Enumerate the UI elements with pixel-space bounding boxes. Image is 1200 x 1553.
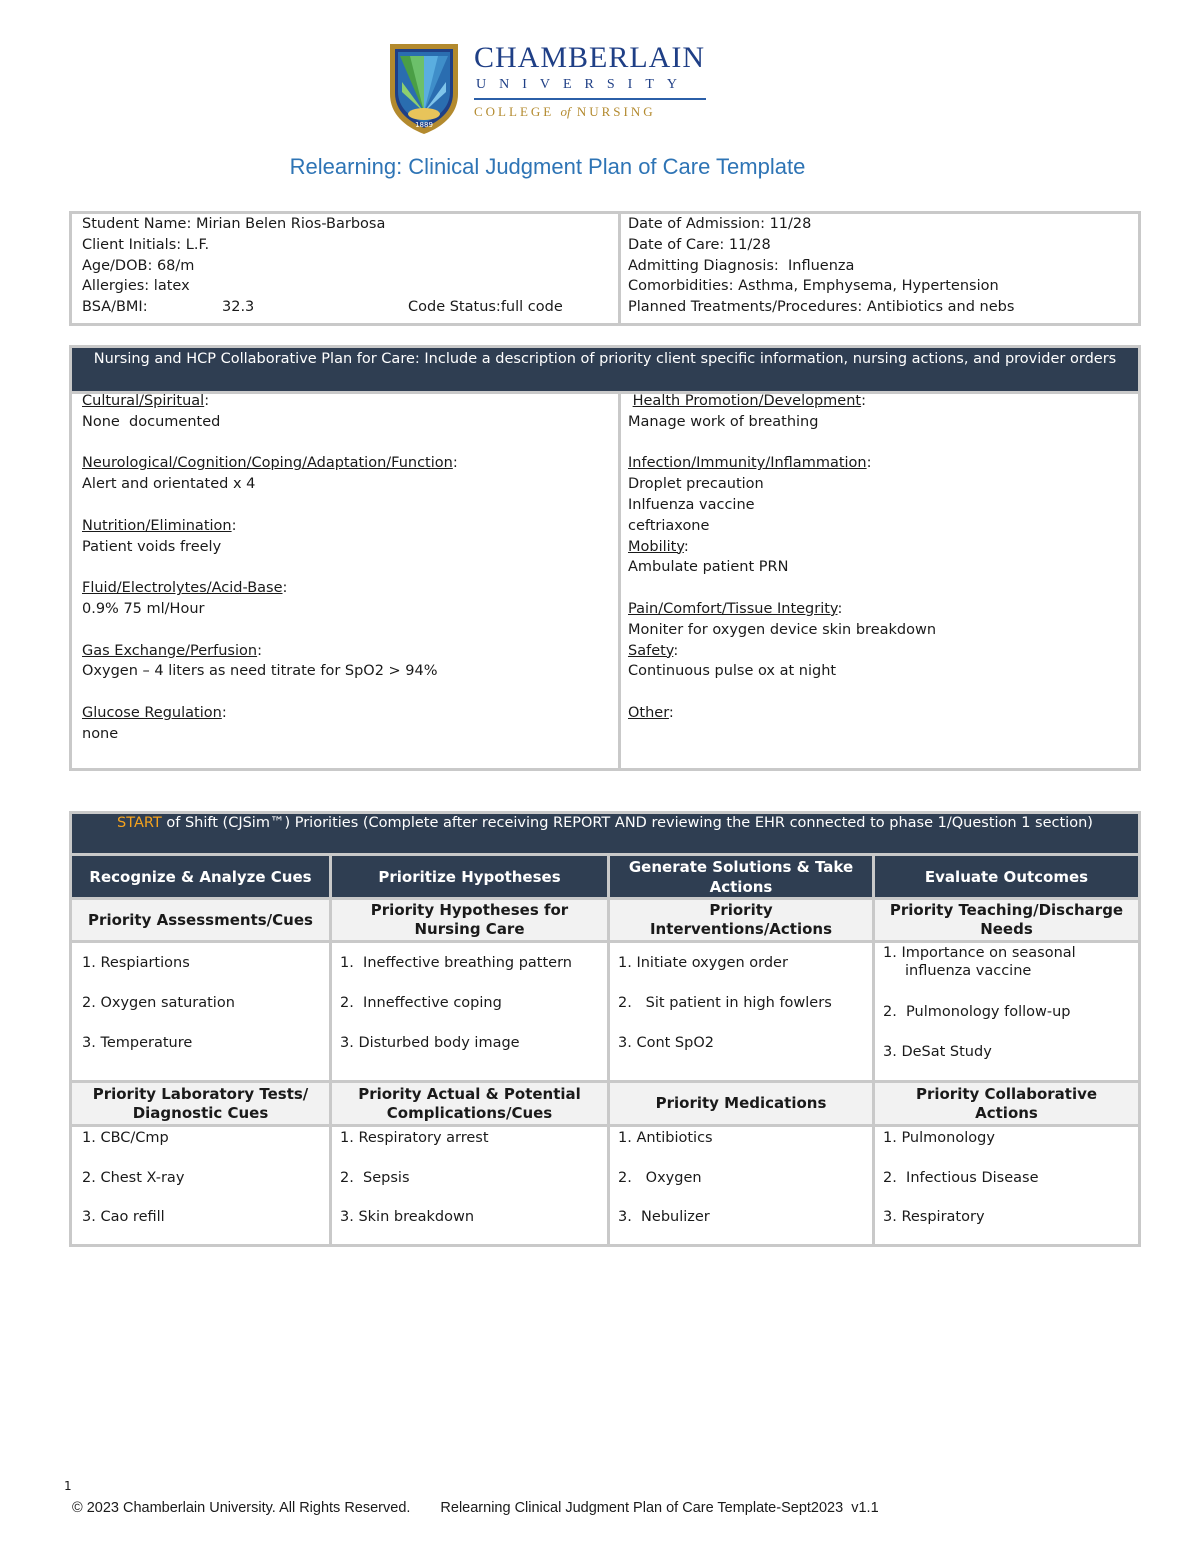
logo-name: CHAMBERLAIN [474,41,706,74]
list-item: 2. Sepsis [340,1170,410,1186]
list-item: 3. DeSat Study [883,1044,992,1060]
mobility-value: Ambulate patient PRN [628,559,789,576]
date-of-care: Date of Care: 11/28 [628,236,771,253]
list-item: 1. CBC/Cmp [82,1130,169,1146]
shift-priorities-table [69,811,1141,1247]
admitting-diagnosis: Admitting Diagnosis: Influenza [628,257,855,274]
list-item: 1. Respiartions [82,955,190,971]
patient-info-box [69,211,1141,326]
subheader-assessments: Priority Assessments/Cues [72,900,329,940]
code-status: Code Status:full code [408,299,563,316]
neurological-section: Neurological/Cognition/Coping/Adaptation/Function: [82,455,458,472]
collab-right-column [628,391,1128,724]
list-item: 3. Nebulizer [618,1209,710,1225]
bsa-label: BSA/BMI: [82,299,148,316]
list-item: 3. Cont SpO2 [618,1035,714,1051]
svg-text:1889: 1889 [415,121,433,129]
bsa-value: 32.3 [222,299,255,316]
gas-exchange-value: Oxygen – 4 liters as need titrate for SpO2 > 94% [82,663,438,680]
list-item: 2. Inneffective coping [340,995,502,1011]
other-section: Other: [628,704,674,721]
cultural-spiritual-value: None documented [82,413,221,430]
health-promotion-section: Health Promotion/Development: [632,393,866,409]
subheader-collaborative-actions: Priority Collaborative Actions [875,1083,1138,1124]
nutrition-value: Patient voids freely [82,538,222,555]
list-item: 1. Importance on seasonal influenza vaccine [883,945,1076,979]
column-header-recognize: Recognize & Analyze Cues [72,856,329,897]
logo-university: UNIVERSITY [476,77,690,92]
fluid-electrolytes-value: 0.9% 75 ml/Hour [82,600,205,617]
page-number: 1 [64,1479,72,1493]
subheader-teaching: Priority Teaching/Discharge Needs [875,900,1138,940]
priorities-header: START of Shift (CJSim™) Priorities (Complete after receiving REPORT AND reviewing the EHR connected to phase 1/Question 1 section) [72,814,1138,853]
list-item: 2. Oxygen saturation [82,995,235,1011]
allergies: Allergies: latex [82,278,190,295]
list-item: 3. Skin breakdown [340,1209,475,1225]
copyright: © 2023 Chamberlain University. All Rights Reserved. [72,1500,411,1516]
subheader-interventions: Priority Interventions/Actions [610,900,872,940]
list-item: 2. Chest X-ray [82,1170,185,1186]
client-initials: Client Initials: L.F. [82,236,210,253]
subheader-medications: Priority Medications [610,1083,872,1124]
list-item: 2. Oxygen [618,1170,702,1186]
info-right [628,214,1014,318]
infection-value: Droplet precaution [628,476,764,493]
collaborative-plan-header: Nursing and HCP Collaborative Plan for Care: Include a description of priority client specific information, nursing actions, and provider orders [72,348,1138,391]
list-item: 1. Pulmonology [883,1130,995,1146]
bsa-row [82,297,563,318]
nutrition-section: Nutrition/Elimination: [82,517,237,534]
neurological-value: Alert and orientated x 4 [82,476,256,493]
page-footer [72,1500,879,1516]
student-name: Student Name: Mirian Belen Rios-Barbosa [82,216,386,232]
planned-treatments: Planned Treatments/Procedures: Antibiotics and nebs [628,299,1015,316]
comorbidities: Comorbidities: Asthma, Emphysema, Hypertension [628,278,999,295]
list-item: 3. Disturbed body image [340,1035,520,1051]
collab-left-column [82,391,612,745]
shield-crest-icon [388,42,460,136]
list-item: 2. Infectious Disease [883,1170,1039,1186]
list-item: 1. Antibiotics [618,1130,713,1146]
list-item: 1. Initiate oxygen order [618,955,788,971]
pain-value: Moniter for oxygen device skin breakdown [628,621,937,638]
logo-rule [474,98,706,100]
subheader-lab-tests: Priority Laboratory Tests/ Diagnostic Cues [72,1083,329,1124]
subheader-hypotheses: Priority Hypotheses for Nursing Care [332,900,607,940]
list-item: 3. Temperature [82,1035,193,1051]
age-dob: Age/DOB: 68/m [82,257,195,274]
list-item: 2. Pulmonology follow-up [883,1004,1071,1020]
collaborative-plan-box [69,345,1141,771]
list-item: 3. Respiratory [883,1209,985,1225]
list-item: 2. Sit patient in high fowlers [618,995,832,1011]
list-item: 1. Ineffective breathing pattern [340,955,572,971]
safety-section: Safety: [628,642,679,659]
page-title: Relearning: Clinical Judgment Plan of Care Template [289,154,806,179]
date-of-admission: Date of Admission: 11/28 [628,216,812,232]
subheader-complications: Priority Actual & Potential Complications/Cues [332,1083,607,1124]
pain-section: Pain/Comfort/Tissue Integrity: [628,600,843,617]
infection-value: ceftriaxone [628,517,710,534]
glucose-section: Glucose Regulation: [82,704,227,721]
info-left [82,214,563,318]
gas-exchange-section: Gas Exchange/Perfusion: [82,642,262,659]
logo-college: COLLEGE of NURSING [474,104,656,119]
column-header-prioritize: Prioritize Hypotheses [332,856,607,897]
cultural-spiritual-section: Cultural/Spiritual: [82,393,210,409]
chamberlain-logo [388,42,718,136]
column-header-evaluate: Evaluate Outcomes [875,856,1138,897]
list-item: 1. Respiratory arrest [340,1130,489,1146]
mobility-section: Mobility: [628,538,689,555]
safety-value: Continuous pulse ox at night [628,663,837,680]
health-promotion-value: Manage work of breathing [628,413,819,430]
column-header-generate: Generate Solutions & Take Actions [610,856,872,897]
glucose-value: none [82,725,119,742]
list-item: 3. Cao refill [82,1209,165,1225]
fluid-electrolytes-section: Fluid/Electrolytes/Acid-Base: [82,580,288,597]
template-name: Relearning Clinical Judgment Plan of Care Template-Sept2023 v1.1 [440,1500,879,1516]
infection-section: Infection/Immunity/Inflammation: [628,455,872,472]
infection-value: Inlfuenza vaccine [628,496,755,513]
